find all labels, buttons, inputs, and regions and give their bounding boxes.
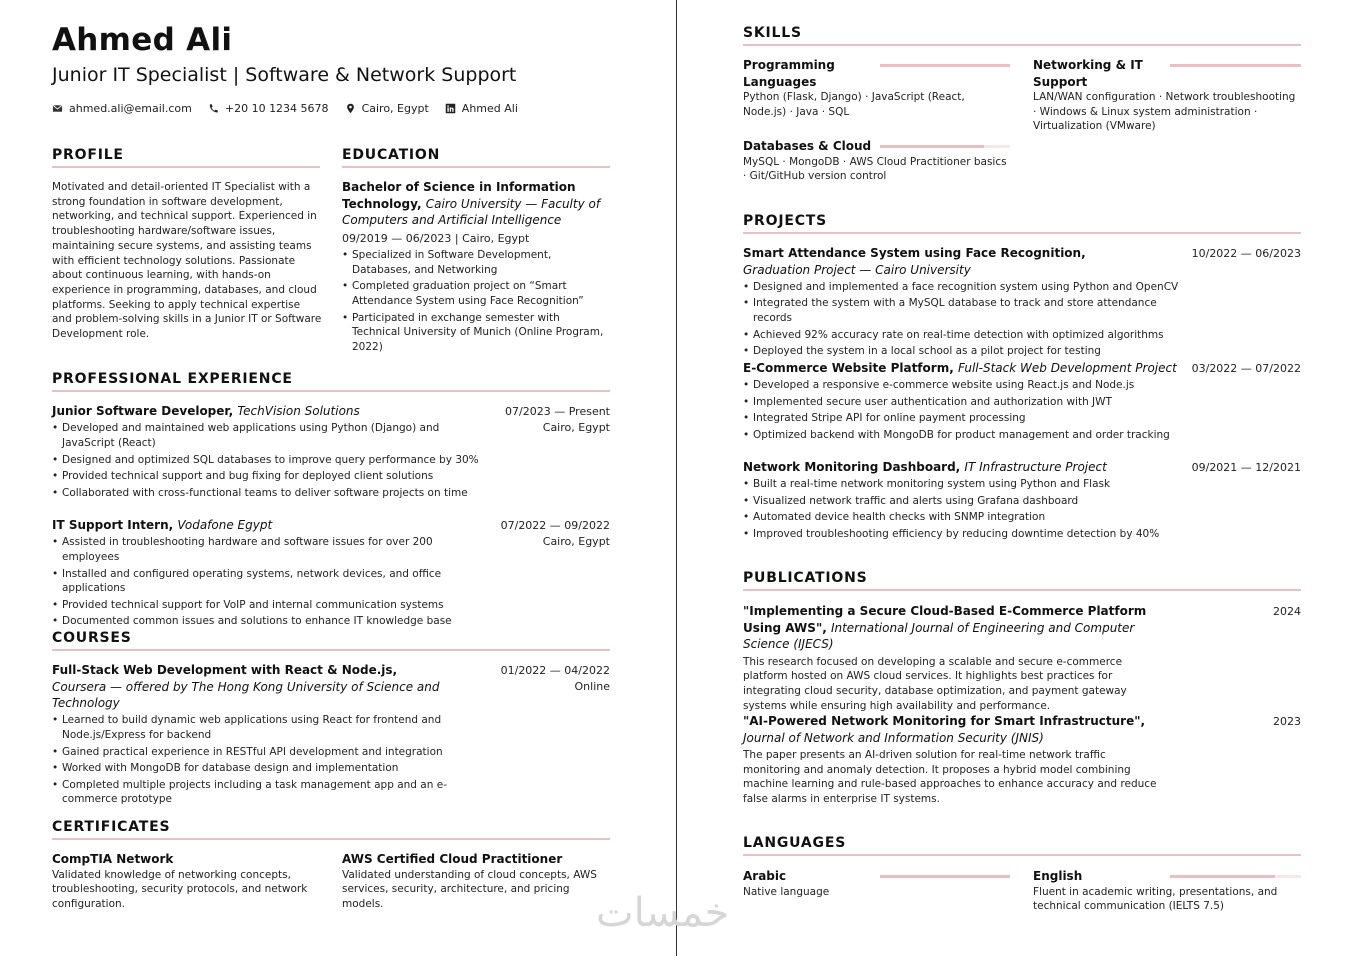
envelope-icon bbox=[52, 103, 63, 114]
project-entry bbox=[743, 459, 1183, 542]
course-provider: Coursera — offered by The Hong Kong University of Science and Technology bbox=[52, 679, 440, 710]
list-item: • Gained practical experience in RESTful API development and integration bbox=[52, 745, 482, 760]
job-role: IT Support Intern, bbox=[52, 518, 174, 532]
list-item: • Completed graduation project on “Smart Attendance System using Face Recognition” bbox=[342, 279, 610, 308]
list-item: • Automated device health checks with SNMP integration bbox=[743, 510, 1183, 525]
skill-level-bar bbox=[1170, 64, 1301, 67]
project-sub: Graduation Project — Cairo University bbox=[743, 262, 971, 277]
contact-bar bbox=[52, 102, 518, 115]
project-dates: 03/2022 — 07/2022 bbox=[1191, 362, 1301, 375]
course-heading bbox=[52, 662, 482, 712]
projects-heading: PROJECTS bbox=[743, 213, 828, 229]
job-dates-block bbox=[470, 404, 610, 436]
project-sub: Full-Stack Web Development Project bbox=[957, 361, 1177, 375]
job-heading bbox=[52, 517, 492, 534]
skill-name: Programming Languages bbox=[743, 58, 835, 89]
certificates-heading: CERTIFICATES bbox=[52, 819, 171, 835]
page-divider bbox=[676, 0, 677, 956]
job-location: Cairo, Egypt bbox=[542, 421, 610, 434]
list-item: • Developed a responsive e-commerce website using React.js and Node.js bbox=[743, 378, 1183, 393]
skill-desc: MySQL · MongoDB · AWS Cloud Practitioner basics · Git/GitHub version control bbox=[743, 155, 1007, 183]
skill-name: Networking & IT Support bbox=[1033, 58, 1143, 89]
project-heading bbox=[743, 459, 1183, 476]
education-rule bbox=[342, 166, 610, 168]
certificate-item bbox=[342, 851, 607, 912]
publication-journal: Journal of Network and Information Security (JNIS) bbox=[743, 730, 1044, 745]
course-entry bbox=[52, 662, 482, 807]
certificate-desc: Validated knowledge of networking concepts, troubleshooting, security protocols, and network configuration. bbox=[52, 868, 308, 910]
list-item: • Implemented secure user authentication and authorization with JWT bbox=[743, 395, 1183, 410]
list-item: • Built a real-time network monitoring system using Python and Flask bbox=[743, 477, 1183, 492]
language-level-bar bbox=[880, 875, 1010, 878]
education-entry bbox=[342, 179, 610, 355]
skill-level-bar bbox=[880, 64, 1010, 67]
list-item: • Worked with MongoDB for database design and implementation bbox=[52, 761, 482, 776]
watermark-logo: خمسات bbox=[596, 890, 730, 936]
list-item: • Optimized backend with MongoDB for product management and order tracking bbox=[743, 428, 1183, 443]
phone-icon bbox=[208, 103, 219, 114]
list-item: • Integrated the system with a MySQL database to track and store attendance records bbox=[743, 296, 1183, 325]
list-item: • Collaborated with cross-functional teams to deliver software projects on time bbox=[52, 486, 482, 501]
skill-desc: Python (Flask, Django) · JavaScript (React, Node.js) · Java · SQL bbox=[743, 91, 965, 118]
job-bullets bbox=[52, 421, 482, 500]
experience-heading: PROFESSIONAL EXPERIENCE bbox=[52, 371, 293, 387]
publications-rule bbox=[743, 589, 1301, 591]
list-item: • Designed and implemented a face recognition system using Python and OpenCV bbox=[743, 280, 1183, 295]
skills-heading: SKILLS bbox=[743, 25, 802, 41]
publications-heading: PUBLICATIONS bbox=[743, 570, 868, 586]
certificate-name: CompTIA Network bbox=[52, 852, 174, 866]
education-heading: EDUCATION bbox=[342, 147, 441, 163]
course-name: Full-Stack Web Development with React & Node.js, bbox=[52, 663, 398, 677]
job-bullets bbox=[52, 535, 492, 629]
job-entry bbox=[52, 403, 482, 500]
project-dates: 09/2021 — 12/2021 bbox=[1191, 461, 1301, 474]
publication-entry bbox=[743, 603, 1163, 713]
publication-year: 2024 bbox=[1273, 605, 1301, 618]
education-meta: 09/2019 — 06/2023 | Cairo, Egypt bbox=[342, 231, 530, 245]
email-text: ahmed.ali@email.com bbox=[69, 102, 192, 115]
location-text: Cairo, Egypt bbox=[361, 102, 429, 115]
contact-phone[interactable] bbox=[208, 102, 329, 115]
courses-rule bbox=[52, 649, 610, 651]
list-item: • Achieved 92% accuracy rate on real-time detection with optimized algorithms bbox=[743, 328, 1183, 343]
linkedin-text: Ahmed Ali bbox=[461, 102, 518, 115]
skill-desc: LAN/WAN configuration · Network troubleshooting · Windows & Linux system administration · Virtualization (VMware) bbox=[1033, 91, 1296, 133]
skill-item bbox=[1033, 57, 1301, 134]
certificates-rule bbox=[52, 838, 610, 840]
project-bullets bbox=[743, 280, 1183, 359]
publication-heading bbox=[743, 713, 1163, 746]
list-item: • Participated in exchange semester with Technical University of Munich (Online Program, 2022) bbox=[342, 311, 610, 355]
project-name: Network Monitoring Dashboard, bbox=[743, 460, 961, 474]
experience-rule bbox=[52, 390, 610, 392]
project-bullets bbox=[743, 378, 1183, 442]
course-dates-block bbox=[470, 663, 610, 695]
list-item: • Installed and configured operating systems, network devices, and office applications bbox=[52, 567, 492, 596]
linkedin-icon bbox=[445, 103, 456, 114]
publication-desc: This research focused on developing a scalable and secure e-commerce platform hosted on AWS cloud services. It highlights best practices for integrating cloud security, database optimization, and payment gateway systems while ensuring high availability and performance. bbox=[743, 655, 1127, 712]
list-item: • Designed and optimized SQL databases to improve query performance by 30% bbox=[52, 453, 482, 468]
languages-rule bbox=[743, 854, 1301, 856]
publication-title: "AI-Powered Network Monitoring for Smart Infrastructure", bbox=[743, 714, 1146, 728]
phone-text: +20 10 1234 5678 bbox=[224, 102, 329, 115]
certificate-item bbox=[52, 851, 312, 912]
language-desc: Native language bbox=[743, 885, 830, 898]
list-item: • Completed multiple projects including a task management app and an e-commerce prototype bbox=[52, 778, 482, 807]
project-heading bbox=[743, 245, 1183, 278]
list-item: • Provided technical support for VoIP and internal communication systems bbox=[52, 598, 492, 613]
list-item: • Integrated Stripe API for online payment processing bbox=[743, 411, 1183, 426]
list-item: • Improved troubleshooting efficiency by reducing downtime detection by 40% bbox=[743, 527, 1183, 542]
project-bullets bbox=[743, 477, 1183, 541]
contact-email[interactable] bbox=[52, 102, 192, 115]
language-name: Arabic bbox=[743, 869, 787, 883]
project-name: Smart Attendance System using Face Recognition, bbox=[743, 246, 1086, 260]
job-company: Vodafone Egypt bbox=[177, 518, 273, 532]
list-item: • Developed and maintained web applications using Python (Django) and JavaScript (React) bbox=[52, 421, 482, 450]
job-entry bbox=[52, 517, 492, 629]
skill-level-bar bbox=[880, 145, 1010, 148]
job-dates: 07/2022 — 09/2022 bbox=[500, 519, 610, 532]
project-name: E-Commerce Website Platform, bbox=[743, 361, 954, 375]
course-bullets bbox=[52, 713, 482, 807]
list-item: • Learned to build dynamic web applications using React for frontend and Node.js/Express for backend bbox=[52, 713, 482, 742]
list-item: • Provided technical support and bug fixing for deployed client solutions bbox=[52, 469, 482, 484]
certificate-desc: Validated understanding of cloud concepts, AWS services, security, architecture, and pricing models. bbox=[342, 868, 597, 910]
job-dates-block bbox=[470, 518, 610, 550]
school-name: Cairo University — Faculty of Computers and Artificial Intelligence bbox=[342, 196, 601, 227]
publication-heading bbox=[743, 603, 1163, 653]
job-dates: 07/2023 — Present bbox=[505, 405, 610, 418]
project-heading bbox=[743, 360, 1183, 377]
degree-name: Bachelor of Science in Information Technology, bbox=[342, 180, 576, 211]
publication-year: 2023 bbox=[1273, 715, 1301, 728]
profile-rule bbox=[52, 166, 320, 168]
skill-name: Databases & Cloud bbox=[743, 139, 872, 153]
job-location: Cairo, Egypt bbox=[542, 535, 610, 548]
language-desc: Fluent in academic writing, presentations, and technical communication (IELTS 7.5) bbox=[1033, 885, 1278, 913]
list-item: • Deployed the system in a local school as a pilot project for testing bbox=[743, 344, 1183, 359]
contact-location bbox=[345, 102, 429, 115]
project-entry bbox=[743, 245, 1183, 359]
language-name: English bbox=[1033, 869, 1083, 883]
profile-heading: PROFILE bbox=[52, 147, 124, 163]
contact-linkedin[interactable] bbox=[445, 102, 518, 115]
skills-rule bbox=[743, 44, 1301, 46]
job-company: TechVision Solutions bbox=[237, 404, 360, 418]
job-role: Junior Software Developer, bbox=[52, 404, 234, 418]
candidate-title: Junior IT Specialist | Software & Network Support bbox=[52, 64, 517, 86]
map-pin-icon bbox=[345, 103, 356, 114]
list-item: • Specialized in Software Development, Databases, and Networking bbox=[342, 248, 610, 277]
project-dates: 10/2022 — 06/2023 bbox=[1191, 247, 1301, 260]
list-item: • Visualized network traffic and alerts using Grafana dashboard bbox=[743, 494, 1183, 509]
publication-entry bbox=[743, 713, 1163, 807]
profile-text: Motivated and detail-oriented IT Specialist with a strong foundation in software development, networking, and technical support. Experienced in troubleshooting hardware/software issues, maintaining secure systems, and assisting teams with efficient technology solutions. Passionate about continuous learning, with hands-on experience in programming, databases, and cloud platforms. Seeking to apply technical expertise and problem-solving skills in a Junior IT or Software Development role. bbox=[52, 181, 322, 341]
publication-journal: International Journal of Engineering and Computer Science (IJECS) bbox=[743, 620, 1135, 651]
projects-rule bbox=[743, 232, 1301, 234]
education-bullets bbox=[342, 248, 610, 355]
project-sub: IT Infrastructure Project bbox=[964, 460, 1107, 474]
language-item bbox=[743, 868, 1008, 899]
candidate-name: Ahmed Ali bbox=[52, 22, 233, 58]
list-item: • Documented common issues and solutions to enhance IT knowledge base bbox=[52, 614, 492, 629]
certificate-name: AWS Certified Cloud Practitioner bbox=[342, 852, 563, 866]
project-entry bbox=[743, 360, 1183, 443]
course-dates: 01/2022 — 04/2022 bbox=[500, 664, 610, 677]
publication-title: "Implementing a Secure Cloud-Based E-Commerce Platform Using AWS", bbox=[743, 604, 1147, 635]
list-item: • Assisted in troubleshooting hardware and software issues for over 200 employees bbox=[52, 535, 492, 564]
degree-heading bbox=[342, 179, 610, 229]
languages-heading: LANGUAGES bbox=[743, 835, 847, 851]
publication-desc: The paper presents an AI-driven solution for real-time network traffic monitoring and anomaly detection. It proposes a hybrid model combining machine learning and rule-based approaches to enhance accuracy and reduce false alarms in enterprise IT systems. bbox=[743, 749, 1157, 806]
courses-heading: COURSES bbox=[52, 630, 132, 646]
course-mode: Online bbox=[574, 680, 610, 693]
language-level-bar bbox=[1170, 875, 1301, 878]
job-heading bbox=[52, 403, 482, 420]
